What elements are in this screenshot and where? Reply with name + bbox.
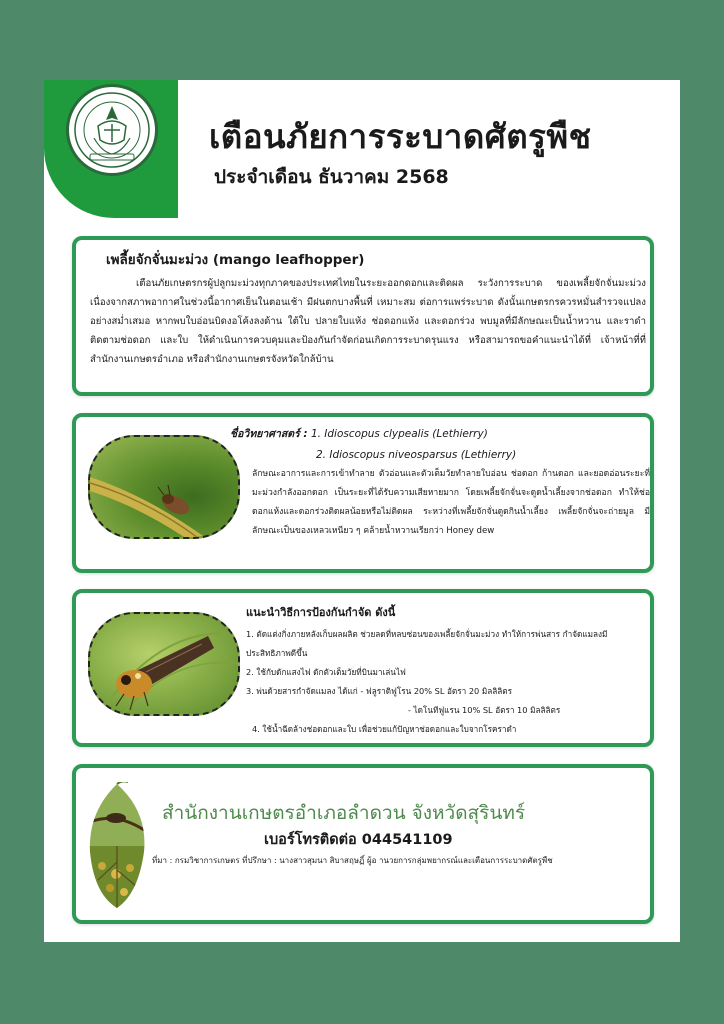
control-method-item: 4. ใช้น้ำฉีดล้างช่อดอกและใบ เพื่อช่วยแก้ปัญหาช่อดอกและใบจากโรคราดำ (252, 724, 517, 734)
leafhopper-on-stem-photo (88, 435, 240, 539)
mango-leaf-shaped-photo-collage (86, 782, 148, 910)
overview-heading: เพลี้ยจักจั่นมะม่วง (mango leafhopper) (106, 252, 365, 268)
department-seal-icon (66, 84, 158, 176)
scientific-name-2: 2. Idioscopus niveosparsus (Lethierry) (316, 449, 517, 461)
control-card (72, 589, 654, 747)
control-method-list (246, 625, 650, 739)
scientific-name-1-text: 1. Idioscopus clypealis (Lethierry) (310, 428, 488, 440)
control-method-item: 2. ใช้กับดักแสงไฟ ดักตัวเต็มวัยที่บินมาเล่นไฟ (246, 667, 406, 677)
overview-card (72, 236, 654, 396)
control-method-item: 3. พ่นด้วยสารกำจัดแมลง ได้แก่ - ฟลูราดิฟูโรน 20% SL อัตรา 20 มิลลิลิตร (246, 686, 512, 696)
control-heading: แนะนำวิธีการป้องกันกำจัด ดังนี้ (246, 606, 396, 619)
leafhopper-closeup-photo (88, 612, 240, 716)
page-title: เตือนภัยการระบาดศัตรูพืช (209, 117, 592, 156)
office-name: สำนักงานเกษตรอำเภอลำดวน จังหวัดสุรินทร์ (162, 802, 526, 824)
control-method-item: - ไดโนทีฟูแรน 10% SL อัตรา 10 มิลลิลิตร (408, 705, 561, 715)
overview-body: เตือนภัยเกษตรกรผู้ปลูกมะม่วงทุกภาคของประเทศไทยในระยะออกดอกและติดผล ระวังการระบาด ของเพลี้ยจักจั่นมะม่วง เนื่องจากสภาพอากาศในช่วงนี้อากาศเย็นในตอนเช้า มีฝนตกบางพื้นที่ เหมาะสม ต่อการแพร่ระบาด ดังนั้นเกษตรกรควรหมั่นสำรวจแปลงอย่างสม่ำเสมอ หากพบใบอ่อนบิดงอโค้งลงด้าน ใต้ใบ ปลายใบแห้ง ช่อดอกแห้ง และดอกร่วง พบมูลที่มีลักษณะเป็นน้ำหวาน และราดำติดตามช่อดอก และใบ ให้ดำเนินการควบคุมและป้องกันกำจัดก่อนเกิดการระบาดรุนแรง หรือสามารถขอคำแนะนำได้ที่ เจ้าหน้าที่ที่สำนักงานเกษตรอำเภอ หรือสำนักงานเกษตรจังหวัดใกล้บ้าน (90, 278, 646, 365)
control-method-item: 1. ตัดแต่งกิ่งภายหลังเก็บผลผลิต ช่วยลดที่หลบซ่อนของเพลี้ยจักจั่นมะม่วง ทำให้การพ่นสาร กำจัดแมลงมีประสิทธิภาพดีขึ้น (246, 629, 608, 658)
page-subtitle: ประจำเดือน ธันวาคม 2568 (214, 166, 449, 188)
damage-card (72, 413, 654, 573)
scientific-name-label: ชื่อวิทยาศาสตร์ : (230, 428, 308, 440)
damage-description: ลักษณะอาการและการเข้าทำลาย ตัวอ่อนและตัวเต็มวัยทำลายใบอ่อน ช่อดอก ก้านดอก และยอดอ่อนระยะที่มะม่วงกำลังออกดอก เป็นระยะที่ได้รับความเสียหายมาก โดยเพลี้ยจักจั่นจะดูดน้ำเลี้ยงจากช่อดอก ทำให้ช่อดอกแห้งและดอกร่วงติดผลน้อยหรือไม่ติดผล ระหว่างที่เพลี้ยจักจั่นดูดกินน้ำเลี้ยง เพลี้ยจักจั่นจะถ่ายมูล มีลักษณะเป็นของเหลวเหนียว ๆ คล้ายน้ำหวานเรียกว่า Honey dew (252, 469, 650, 536)
contact-phone: เบอร์โทรติดต่อ 044541109 (264, 832, 453, 848)
bulletin-sheet (44, 80, 680, 942)
source-credit: ที่มา : กรมวิชาการเกษตร ที่ปรึกษา : นางสาวสุมนา สิบาสฤษฏิ์ ผู้อ านวยการกลุ่มพยากรณ์และเตือนการระบาดศัตรูพืช (152, 856, 553, 865)
contact-card (72, 764, 654, 924)
logo-tab (44, 80, 178, 218)
scientific-name-1 (230, 425, 488, 442)
